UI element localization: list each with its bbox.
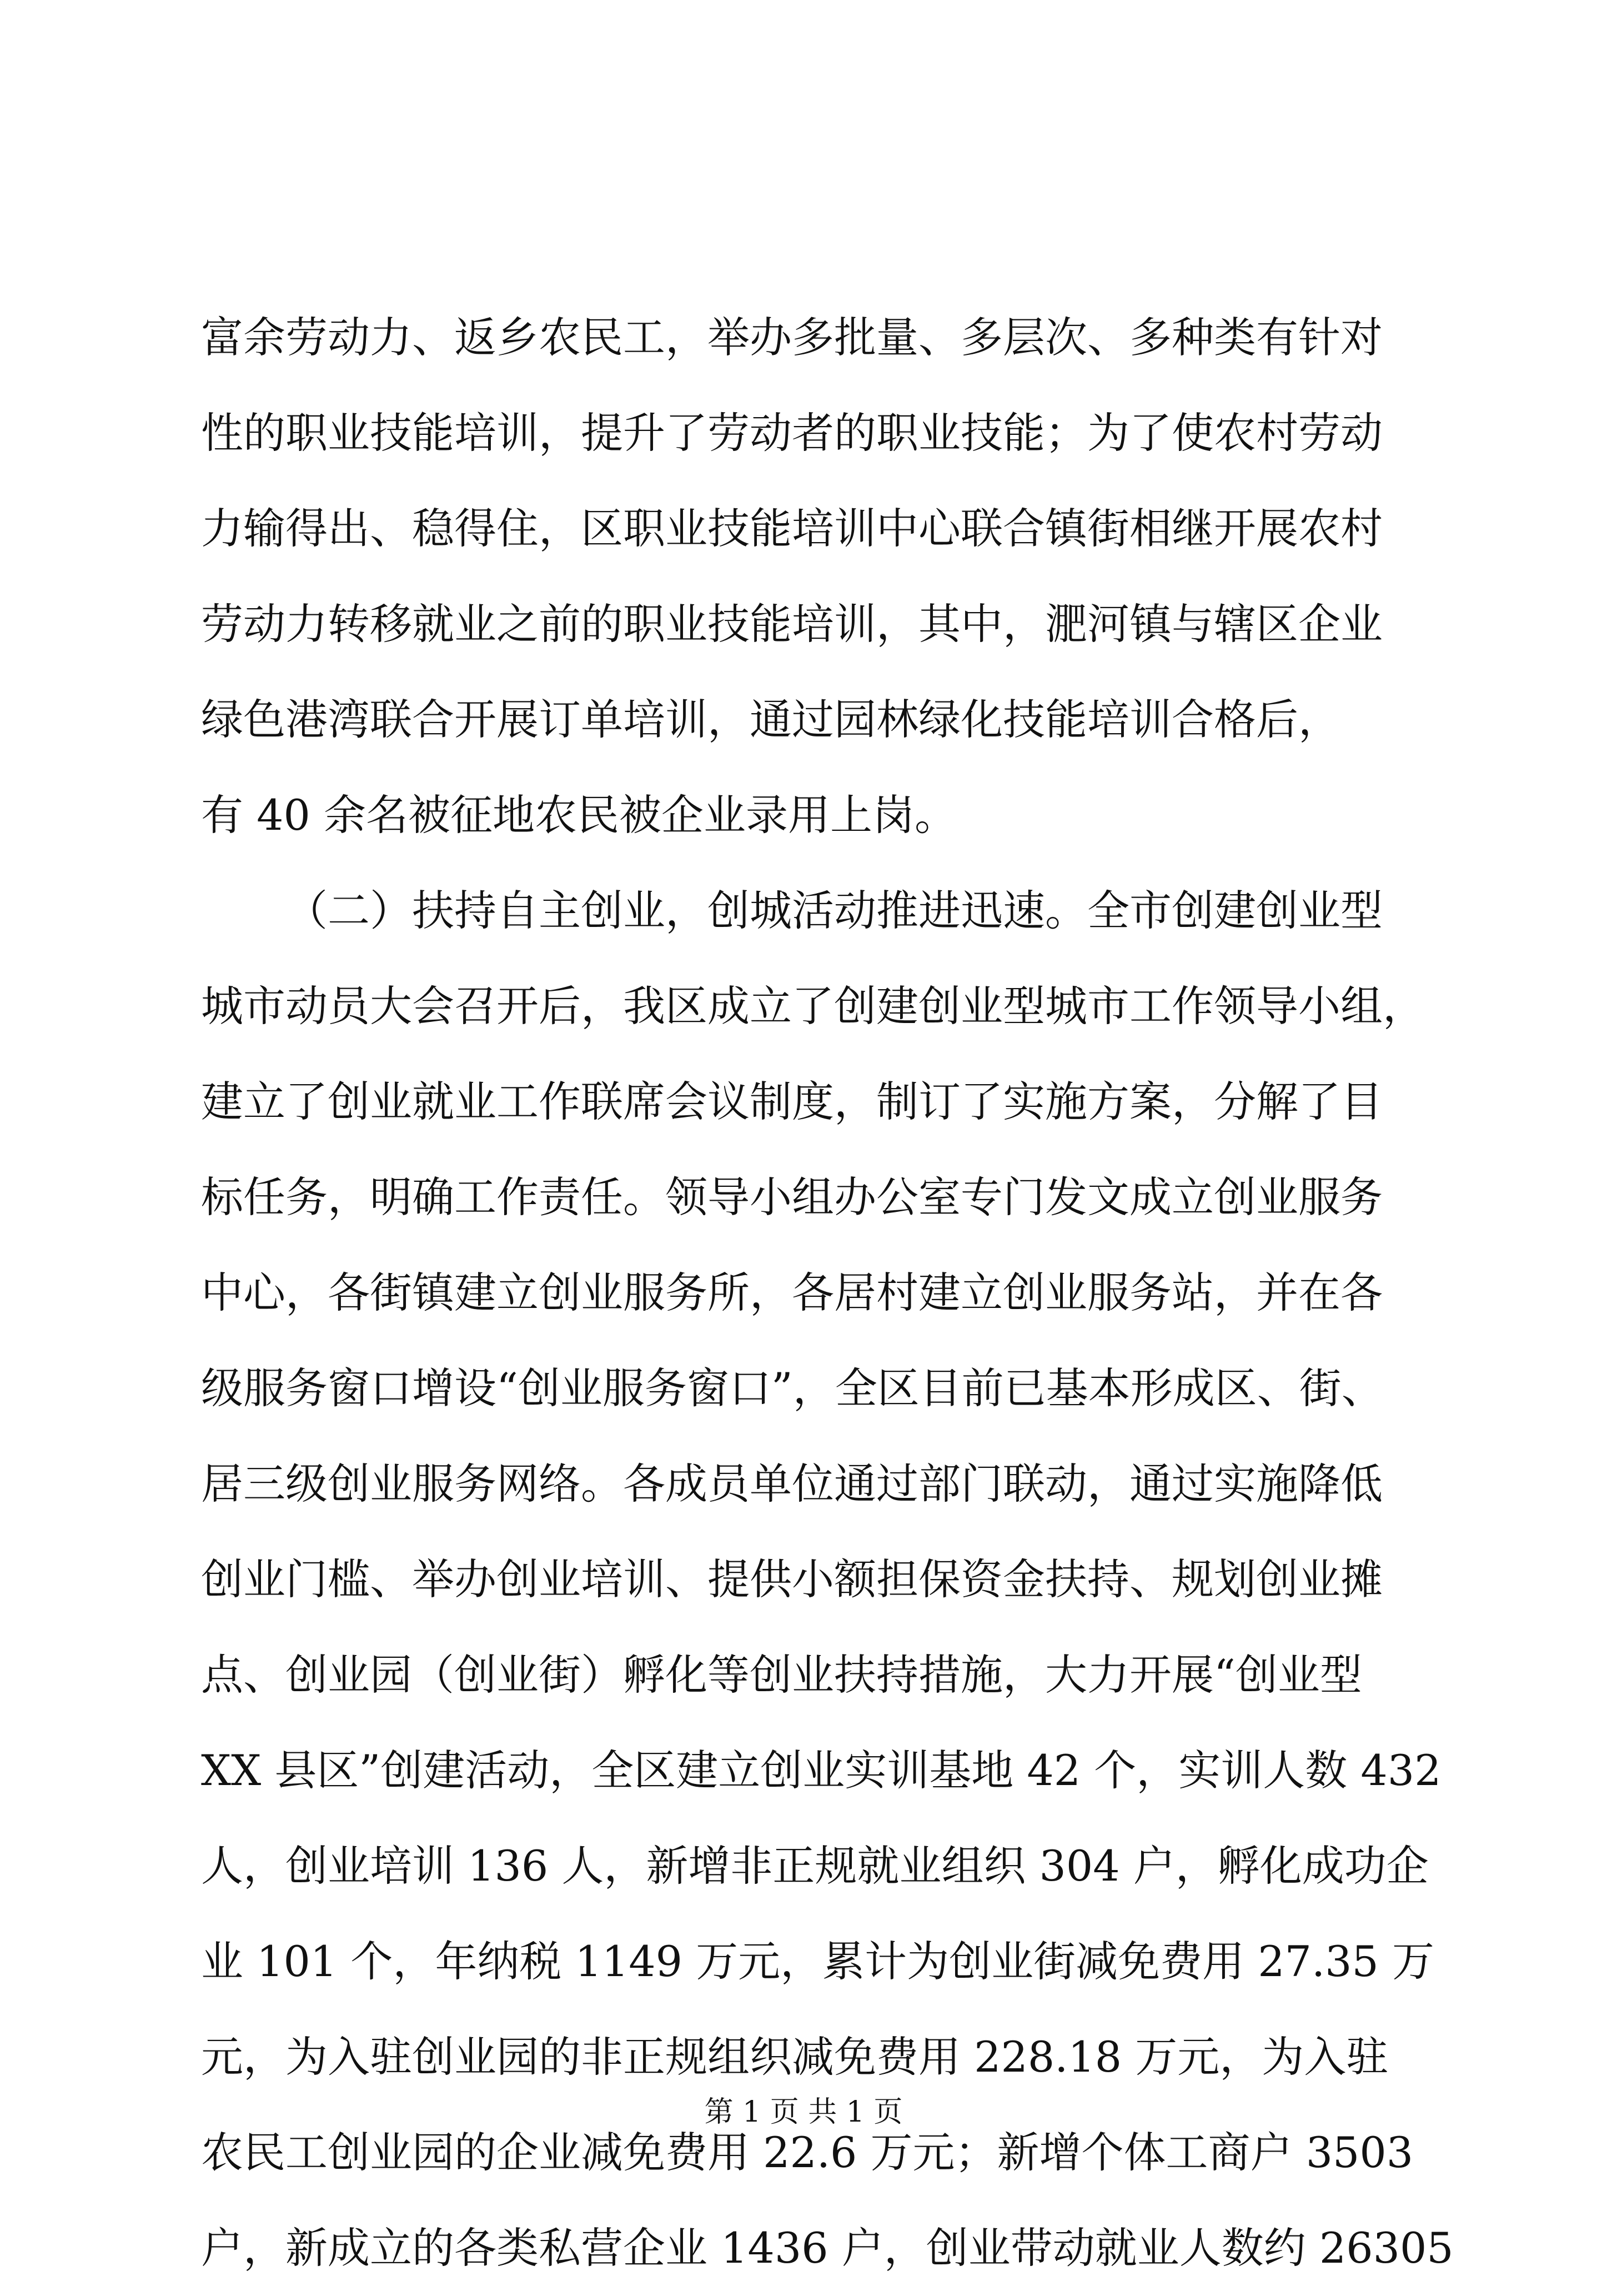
text-line: 业 101 个，年纳税 1149 万元，累计为创业街减免费用 27.35 万 (201, 1937, 1434, 1986)
text-line: 力输得出、稳得住，区职业技能培训中心联合镇街相继开展农村 (201, 504, 1383, 553)
text-line: 中心，各街镇建立创业服务所，各居村建立创业服务站，并在各 (201, 1268, 1383, 1317)
text-line: 建立了创业就业工作联席会议制度，制订了实施方案，分解了目 (201, 1077, 1383, 1126)
text-line: 性的职业技能培训，提升了劳动者的职业技能；为了使农村劳动 (201, 408, 1383, 458)
text-line: 元，为入驻创业园的非正规组织减免费用 228.18 万元，为入驻 (201, 2032, 1389, 2082)
text-line: 有 40 余名被征地农民被企业录用上岗。 (201, 790, 957, 840)
text-line: 级服务窗口增设“创业服务窗口”，全区目前已基本形成区、街、 (201, 1363, 1384, 1413)
text-line: 标任务，明确工作责任。领导小组办公室专门发文成立创业服务 (201, 1172, 1383, 1222)
text-line: 创业门槛、举办创业培训、提供小额担保资金扶持、规划创业摊 (201, 1555, 1383, 1604)
text-line: 户，新成立的各类私营企业 1436 户，创业带动就业人数约 26305 (201, 2223, 1454, 2273)
text-line: 劳动力转移就业之前的职业技能培训，其中，淝河镇与辖区企业 (201, 599, 1383, 649)
text-line: 点、创业园（创业街）孵化等创业扶持措施，大力开展“创业型 (201, 1650, 1362, 1700)
page-number-footer: 第 1 页 共 1 页 (704, 2096, 903, 2129)
paragraph-heading-line: （二）扶持自主创业，创城活动推进迅速。全市创建创业型 (285, 886, 1383, 935)
text-line: 居三级创业服务网络。各成员单位通过部门联动，通过实施降低 (201, 1459, 1383, 1508)
text-line: 绿色港湾联合开展订单培训，通过园林绿化技能培训合格后， (201, 695, 1340, 744)
text-line: 农民工创业园的企业减免费用 22.6 万元；新增个体工商户 3503 (201, 2128, 1414, 2177)
text-line: 城市动员大会召开后，我区成立了创建创业型城市工作领导小组， (201, 981, 1425, 1031)
text-line: 富余劳动力、返乡农民工，举办多批量、多层次、多种类有针对 (201, 313, 1383, 362)
text-line: XX 县区”创建活动，全区建立创业实训基地 42 个，实训人数 432 (201, 1746, 1442, 1795)
text-line: 人，创业培训 136 人，新增非正规就业组织 304 户，孵化成功企 (201, 1841, 1429, 1891)
